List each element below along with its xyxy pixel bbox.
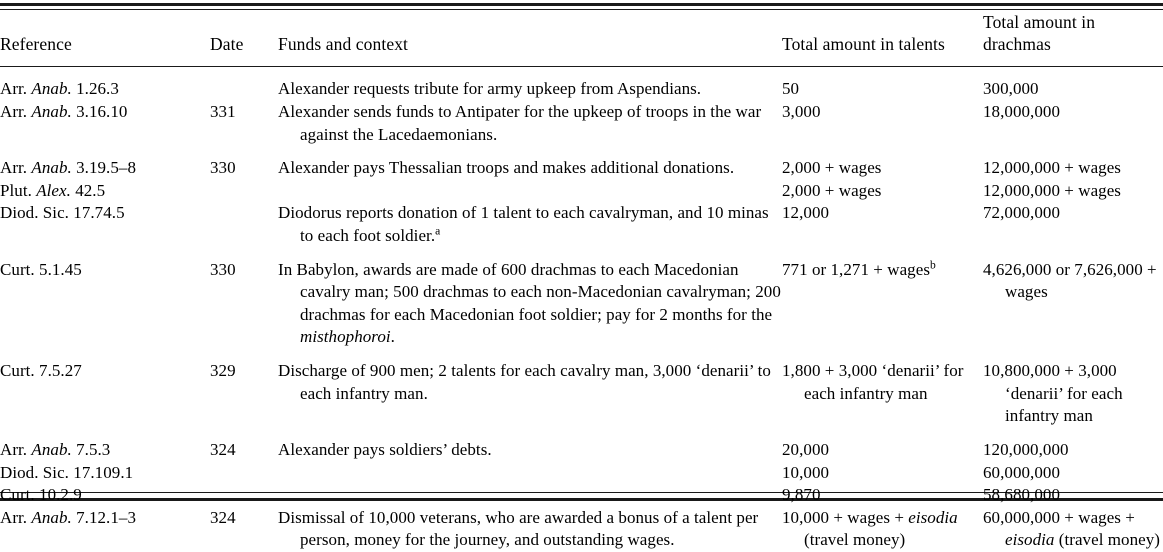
table-row — [0, 146, 1163, 180]
cell-drachmas: 58,680,000 — [983, 485, 1060, 505]
cell-funds: Alexander pays Thessalian troops and makes additional donations. — [278, 158, 735, 178]
table-row — [0, 180, 1163, 203]
cell-reference: Arr. Anab. 1.26.3 — [0, 79, 119, 99]
cell-reference: Arr. Anab. 7.5.3 — [0, 439, 111, 459]
cell-reference: Curt. 10.2.9 — [0, 485, 82, 505]
cell-reference: Arr. Anab. 3.16.10 — [0, 101, 128, 121]
table-top-rule-thin — [0, 9, 1163, 10]
cell-date — [210, 64, 278, 101]
cell-funds: Diodorus reports donation of 1 talent to each cavalryman, and 10 minas to each foot soldier.$^a$ — [278, 203, 769, 246]
cell-talents: 9,870 — [782, 485, 821, 505]
cell-date — [210, 202, 278, 247]
table-row — [0, 349, 1163, 428]
cell-funds — [278, 462, 782, 485]
table-row — [0, 64, 1163, 101]
cell-reference: Curt. 5.1.45 — [0, 259, 82, 279]
cell-date: 330 — [210, 259, 236, 279]
cell-date: 330 — [210, 158, 236, 178]
table-row — [0, 202, 1163, 247]
cell-funds — [278, 180, 782, 203]
cell-drachmas: 4,626,000 or 7,626,000 + wages — [983, 259, 1157, 302]
table-row — [0, 101, 1163, 146]
column-header-drachmas: Total amount in drachmas — [983, 12, 1096, 54]
cell-talents: 1,800 + 3,000 ‘denarii’ for each infantry man — [782, 361, 964, 403]
cell-reference: Arr. Anab. 3.19.5–8 — [0, 158, 137, 178]
column-header-talents: Total amount in talents — [782, 33, 945, 54]
cell-funds: Alexander sends funds to Antipater for the upkeep of troops in the war against the Lacedaemonians. — [278, 101, 762, 144]
cell-talents: 12,000 — [782, 203, 830, 223]
cell-talents: 20,000 — [782, 439, 830, 459]
footnote-marker-a: a — [435, 224, 441, 238]
cell-reference: Arr. Anab. 7.12.1–3 — [0, 507, 137, 527]
cell-talents: 2,000 + wages — [782, 158, 882, 178]
cell-talents: 10,000 + wages + eisodia (travel money) — [782, 507, 958, 550]
cell-date: 324 — [210, 507, 236, 527]
table-top-rule-thick — [0, 3, 1163, 6]
cell-reference: Diod. Sic. 17.74.5 — [0, 203, 125, 223]
cell-date — [210, 484, 278, 507]
cell-funds: Dismissal of 10,000 veterans, who are awarded a bonus of a talent per person, money for the journey, and outstanding wages. — [278, 507, 759, 550]
column-header-funds: Funds and context — [278, 33, 409, 54]
table-header-row — [0, 12, 1163, 64]
table-row — [0, 484, 1163, 507]
cell-reference: Curt. 7.5.27 — [0, 361, 82, 381]
cell-drachmas: 10,800,000 + 3,000 ‘denarii’ for each infantry man — [983, 361, 1123, 426]
cell-drachmas: 12,000,000 + wages — [983, 158, 1121, 178]
column-header-reference: Reference — [0, 33, 72, 54]
cell-drachmas: 120,000,000 — [983, 439, 1069, 459]
cell-drachmas: 18,000,000 — [983, 101, 1060, 121]
cell-drachmas: 72,000,000 — [983, 203, 1060, 223]
cell-funds — [278, 484, 782, 507]
cell-funds: In Babylon, awards are made of 600 drachmas to each Macedonian cavalry man; 500 drachmas to each non-Macedonian cavalryman; 200 drachmas for each Macedonian foot soldier; pay for 2 months for the misthophoroi. — [278, 259, 781, 347]
table-header — [0, 12, 1163, 64]
cell-date: 324 — [210, 439, 236, 459]
table-row — [0, 462, 1163, 485]
cell-date — [210, 180, 278, 203]
cell-talents: 10,000 — [782, 462, 830, 482]
funds-table — [0, 12, 1163, 552]
column-header-date: Date — [210, 33, 244, 54]
cell-funds: Alexander pays soldiers’ debts. — [278, 439, 492, 459]
cell-talents: 50 — [782, 79, 800, 99]
cell-drachmas: 300,000 — [983, 79, 1039, 99]
table-row — [0, 507, 1163, 552]
cell-date: 329 — [210, 361, 236, 381]
cell-drachmas: 60,000,000 — [983, 462, 1060, 482]
cell-talents: 3,000 — [782, 101, 821, 121]
table-row — [0, 428, 1163, 462]
footnote-marker-b: b — [929, 257, 936, 271]
cell-drachmas: 12,000,000 + wages — [983, 180, 1121, 200]
cell-reference: Plut. Alex. 42.5 — [0, 180, 106, 200]
cell-drachmas: 60,000,000 + wages + eisodia (travel money) — [983, 507, 1161, 550]
cell-talents: 2,000 + wages — [782, 180, 882, 200]
cell-date — [210, 462, 278, 485]
cell-talents: 771 or 1,271 + wages$^b$ — [782, 257, 936, 279]
table-row — [0, 248, 1163, 349]
cell-reference: Diod. Sic. 17.109.1 — [0, 462, 134, 482]
table-body — [0, 64, 1163, 552]
cell-date: 331 — [210, 101, 236, 121]
cell-funds: Alexander requests tribute for army upkeep from Aspendians. — [278, 79, 702, 99]
cell-funds: Discharge of 900 men; 2 talents for each cavalry man, 3,000 ‘denarii’ to each infantry man. — [278, 361, 771, 403]
